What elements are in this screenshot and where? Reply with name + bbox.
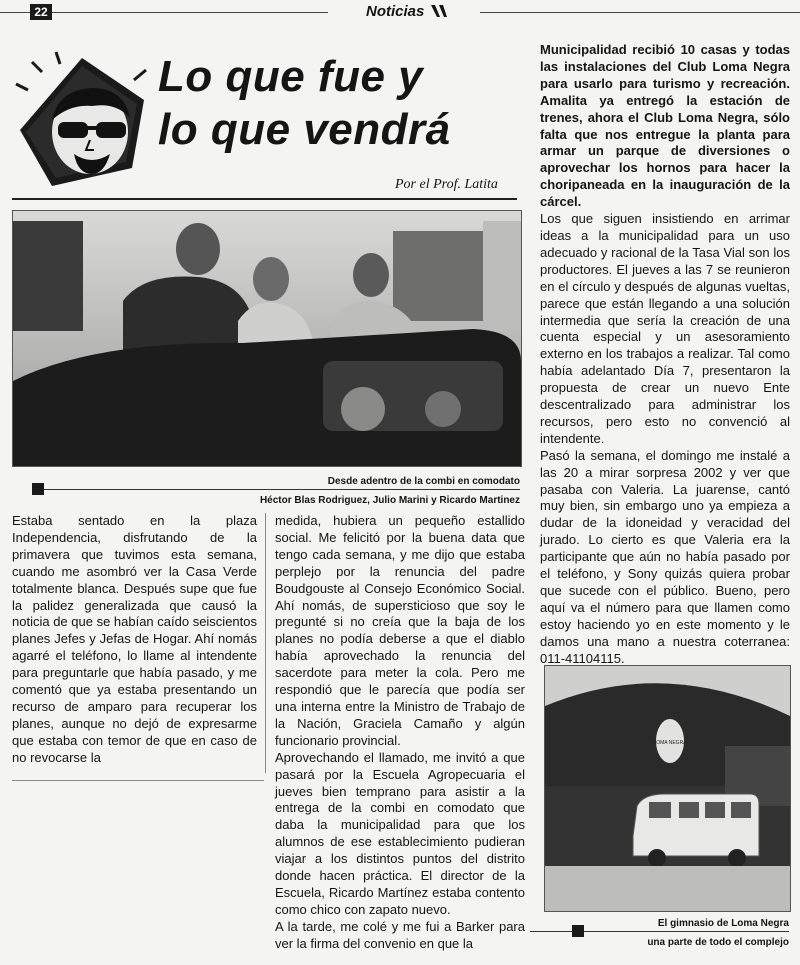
- title-rule: [12, 198, 517, 200]
- photo-main-caption-1: Desde adentro de la combi en comodato: [327, 476, 520, 487]
- photo-gym-caption-1: El gimnasio de Loma Negra: [657, 918, 789, 929]
- article-paragraph: Los que siguen insistiendo en arrimar ideas a la municipalidad para un uso adecuado y racional de la Tasa Vial son los productores. El jueves a las 7 se reunieron en el círculo y después de algunas vueltas, parece que están llegando a una solución intermedia que sería la creación de una cuenta especial y un asesoramiento externo en los trabajos a realizar. Tal como había adelantado Día 7, presentaron la propuesta de crear un nuevo Ente descentralizado para administrar los recursos, pero esto no convenció al intendente.: [540, 211, 790, 446]
- gym-sign-text: LOMA NEGRA: [653, 740, 687, 746]
- section-name: Noticias: [366, 3, 425, 20]
- photo-gym-caption-rule: [530, 931, 789, 932]
- photo-gym: [544, 665, 791, 912]
- article-column-3: [540, 42, 790, 668]
- photo-gym-caption-2: una parte de todo el complejo: [647, 937, 789, 948]
- section-label: [366, 2, 451, 22]
- column-divider: [265, 513, 266, 773]
- article-paragraph: Municipalidad recibió 10 casas y todas las instalaciones del Club Loma Negra para usarlo para turismo y recreación. Amalita ya entregó la estación de trenes, ahora el Club Loma Negra, sólo falta que nos entregue la planta para armar un parque de diversiones o aprovechar los hornos para hacer la choripaneada en la inauguración de la cárcel.: [540, 42, 790, 210]
- photo-gym-image: [545, 666, 790, 911]
- caption-square-icon: [32, 483, 44, 495]
- headline-line-1: Lo que fue y: [158, 52, 424, 101]
- section-logo-icon: [429, 3, 451, 19]
- page-number: 22: [30, 4, 52, 20]
- column-1-end-rule: [12, 780, 264, 781]
- article-column-1: [12, 513, 257, 767]
- mascot-sunglasses-icon: [12, 50, 152, 190]
- headline: [158, 50, 528, 156]
- article-paragraph: A la tarde, me colé y me fui a Barker para ver la firma del convenio en que la: [275, 918, 525, 951]
- byline: Por el Prof. Latita: [395, 177, 498, 192]
- photo-main: [12, 210, 522, 467]
- photo-main-caption-rule: [40, 489, 520, 490]
- article-paragraph: Estaba sentado en la plaza Independencia, disfrutando de la primavera que tuvimos esta semana, cuando me asombró ver la Casa Verde totalmente blanca. Después supe que fue la palidez generalizada que causó la noticia de que se habían caído seiscientos planes Jefes y Jefas de Hogar. Ahí nomás agarré el teléfono, lo llame al intendente para preguntarle que había pasado, y me comentó que ya estaba presentando un recurso de amparo para recuperar los planes, aunque no dejó de expresarme que estaba con temor de que en caso de no revocarse la: [12, 513, 258, 765]
- headline-line-2: lo que vendrá: [158, 105, 451, 154]
- article-paragraph: Pasó la semana, el domingo me instalé a las 20 a mirar sorpresa 2002 y ver que pasaba con Valeria. La juarense, cantó muy bien, sin embargo uno ya empieza a dudar de la idoneidad y veracidad del jurado. Lo cierto es que Valeria era la participante que aún no había pasado por el teléfono, y Sony quizás quiera probar que sucede con el público. Bueno, pero aquí va el número para que llamen como estoy haciendo yo en este momento y le damos una mano a nuestra coterranea: 011-41104115.: [540, 447, 790, 666]
- photo-main-caption-2: Héctor Blas Rodriguez, Julio Marini y Ricardo Martinez: [259, 495, 520, 506]
- header-rule-right: [480, 12, 800, 13]
- article-paragraph: medida, hubiera un pequeño estallido social. Me felicitó por la buena data que tengo cada semana, y me dijo que estaba perplejo por la renuncia del padre Boudgouste al Consejo Económico Social. Ahí nomás, de supersticioso que soy le pregunté si no creía que la baja de los planes no podía deberse a que el diablo había aprovechado la renuncia del sacerdote para meter la cola. Pero me respondió que le parecía que podía ser una interna entre la Ministro de Trabajo de la Nación, Graciela Camaño y algún funcionario provincial.: [275, 513, 525, 748]
- article-column-2: [275, 513, 525, 953]
- article-paragraph: Aprovechando el llamado, me invitó a que pasará por la Escuela Agropecuaria el jueves bien temprano para asistir a la entrega de la combi en comodato que daba la municipalidad para que los alumnos de ese establecimiento pudieran viajar a los distintos puntos del distrito donde hacen práctica. El director de la Escuela, Ricardo Martínez estaba contento como chico con zapato nuevo.: [275, 749, 525, 917]
- photo-main-image: [13, 211, 521, 466]
